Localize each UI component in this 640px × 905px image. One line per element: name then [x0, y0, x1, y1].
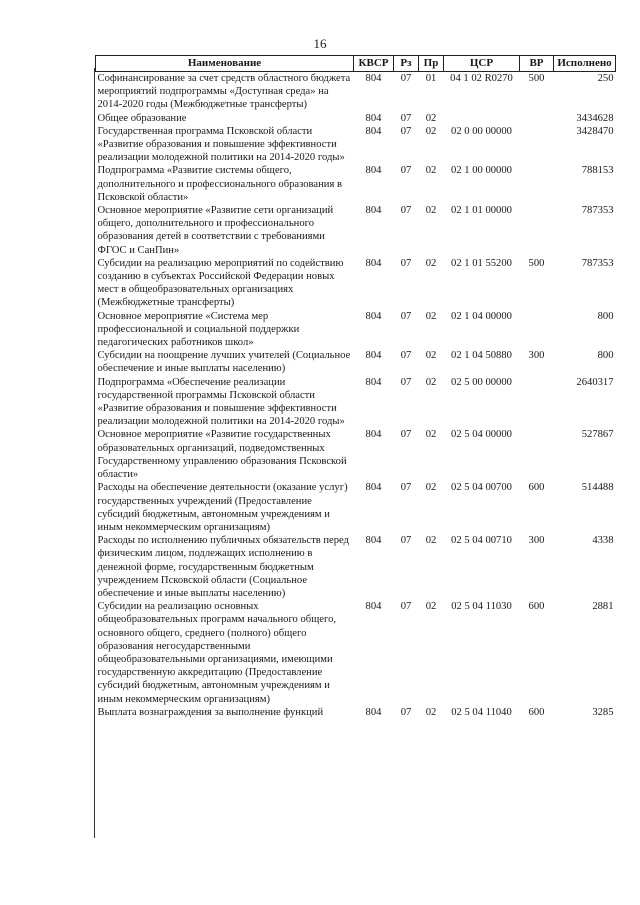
row-pr: 02: [425, 429, 437, 441]
row-done: 3285: [592, 706, 614, 718]
row-pr: 02: [425, 165, 437, 177]
row-name: Государственная программа Псковской области «Развитие образования и повышение эффективности реализации молодежной политики на 2014-2020 годы»: [97, 125, 345, 164]
row-rz: 07: [400, 601, 412, 613]
row-kvsr: 804: [365, 429, 382, 441]
row-vr: 600: [528, 601, 545, 613]
row-name: Выплата вознаграждения за выполнение функций: [97, 706, 324, 718]
header-pr: Пр: [419, 56, 444, 72]
row-csr: 02 1 01 55200: [451, 257, 512, 269]
row-rz: 07: [400, 706, 412, 718]
row-pr: 02: [425, 205, 437, 217]
row-done: 2640317: [576, 376, 614, 388]
row-name: Основное мероприятие «Развитие сети организаций общего, дополнительного и профессионального образования детей в соответствии с требованиями ФГОС и СанПин»: [97, 205, 334, 256]
table-header-row: [96, 56, 616, 72]
row-vr: 500: [528, 257, 545, 269]
row-vr: [520, 112, 554, 125]
row-pr: 02: [425, 257, 437, 269]
row-vr: [520, 204, 554, 257]
row-csr: 02 5 04 00710: [451, 535, 512, 547]
row-vr: 600: [528, 706, 545, 718]
row-vr: 600: [528, 482, 545, 494]
row-vr: [520, 164, 554, 204]
page-number: 16: [313, 36, 327, 51]
row-kvsr: 804: [365, 205, 382, 217]
row-rz: 07: [400, 112, 412, 124]
row-done: 3428470: [576, 125, 614, 137]
row-csr: 02 5 04 11030: [451, 601, 512, 613]
row-vr: 500: [528, 73, 545, 84]
row-csr: 02 5 04 00700: [451, 482, 512, 494]
row-done: 787353: [581, 205, 614, 217]
row-kvsr: 804: [365, 125, 382, 137]
row-rz: 07: [400, 482, 412, 494]
table-row: [96, 534, 616, 600]
row-rz: 07: [400, 376, 412, 388]
row-done: 788153: [581, 165, 614, 177]
row-kvsr: 804: [365, 257, 382, 269]
row-name: Софинансирование за счет средств областного бюджета мероприятий подпрограммы «Доступная среда» на 2014-2020 годы (Межбюджетные трансферты): [97, 73, 351, 111]
row-kvsr: 804: [365, 165, 382, 177]
row-name: Основное мероприятие «Система мер профессиональной и социальной поддержки педагогических работников школ»: [97, 310, 300, 349]
header-rz: Рз: [394, 56, 419, 72]
row-done: 3434628: [576, 112, 614, 124]
table-row: [96, 706, 616, 719]
table-row: [96, 72, 616, 112]
row-kvsr: 804: [365, 73, 382, 84]
table-row: [96, 376, 616, 429]
row-vr: [520, 310, 554, 350]
row-kvsr: 804: [365, 482, 382, 494]
row-done: 800: [597, 310, 614, 322]
row-vr: [520, 428, 554, 481]
header-kvsr: КВСР: [354, 56, 394, 72]
row-kvsr: 804: [365, 601, 382, 613]
row-done: 800: [597, 350, 614, 362]
table-row: [96, 125, 616, 165]
row-csr: 02 5 04 00000: [451, 429, 512, 441]
table-row: [96, 112, 616, 125]
row-rz: 07: [400, 165, 412, 177]
row-vr: [520, 376, 554, 429]
row-done: 514488: [581, 482, 614, 494]
row-rz: 07: [400, 429, 412, 441]
row-pr: 02: [425, 350, 437, 362]
table-row: [96, 310, 616, 350]
row-rz: 07: [400, 257, 412, 269]
row-pr: 02: [425, 125, 437, 137]
row-csr: 02 5 00 00000: [451, 376, 512, 388]
row-pr: 02: [425, 310, 437, 322]
row-rz: 07: [400, 350, 412, 362]
table-row: [96, 481, 616, 534]
row-pr: 02: [425, 112, 437, 124]
row-csr: 02 1 04 00000: [451, 310, 512, 322]
row-csr: [444, 112, 520, 125]
row-csr: 02 5 04 11040: [451, 706, 512, 718]
row-csr: 02 1 00 00000: [451, 165, 512, 177]
row-pr: 02: [425, 376, 437, 388]
row-name: Субсидии на поощрение лучших учителей (Социальное обеспечение и иные выплаты населению): [97, 350, 351, 375]
row-pr: 02: [425, 535, 437, 547]
row-pr: 02: [425, 601, 437, 613]
row-csr: 04 1 02 R0270: [450, 73, 513, 84]
row-kvsr: 804: [365, 535, 382, 547]
row-csr: 02 1 01 00000: [451, 205, 512, 217]
row-csr: 02 0 00 00000: [451, 125, 512, 137]
row-csr: 02 1 04 50880: [451, 350, 512, 362]
row-vr: [520, 125, 554, 165]
row-name: Общее образование: [97, 112, 187, 124]
budget-execution-table: [95, 55, 616, 719]
row-rz: 07: [400, 125, 412, 137]
row-rz: 07: [400, 205, 412, 217]
row-done: 4338: [592, 535, 614, 547]
row-name: Расходы по исполнению публичных обязательств перед физическим лицом, подлежащих исполнению в денежной форме, государственным бюджетным учреждением Псковской области (Социальное обеспечение и иные выплаты населению): [97, 535, 349, 599]
row-done: 250: [597, 73, 614, 84]
row-kvsr: 804: [365, 112, 382, 124]
row-kvsr: 804: [365, 350, 382, 362]
row-done: 527867: [581, 429, 614, 441]
row-kvsr: 804: [365, 706, 382, 718]
header-name: Наименование: [96, 56, 354, 72]
table-row: [96, 204, 616, 257]
row-rz: 07: [400, 73, 412, 84]
table-row: [96, 600, 616, 706]
row-name: Основное мероприятие «Развитие государственных образовательных организаций, подведомственных Государственному управлению образования Псковской области»: [97, 429, 347, 481]
row-rz: 07: [400, 535, 412, 547]
row-pr: 02: [425, 482, 437, 494]
row-done: 787353: [581, 257, 614, 269]
table-row: [96, 257, 616, 310]
row-name: Расходы на обеспечение деятельности (оказание услуг) государственных учреждений (Предоставление субсидий бюджетным, автономным учреждениям и иным некоммерческим организациям): [97, 482, 348, 533]
row-name: Субсидии на реализацию мероприятий по содействию созданию в субъектах Российской Федерации новых мест в общеобразовательных организациях (Межбюджетные трансферты): [97, 257, 344, 309]
header-csr: ЦСР: [444, 56, 520, 72]
header-vr: ВР: [520, 56, 554, 72]
row-pr: 01: [425, 73, 437, 84]
header-done: Исполнено: [554, 56, 616, 72]
row-pr: 02: [425, 706, 437, 718]
row-name: Подпрограмма «Обеспечение реализации государственной программы Псковской области «Развитие образования и повышение эффективности реализации молодежной политики на 2014-2020 годы»: [97, 376, 345, 428]
table-row: [96, 164, 616, 204]
row-kvsr: 804: [365, 310, 382, 322]
row-name: Подпрограмма «Развитие системы общего, дополнительного и профессионального образования в Псковской области»: [97, 165, 342, 203]
table-row: [96, 428, 616, 481]
row-done: 2881: [592, 601, 614, 613]
row-vr: 300: [528, 535, 545, 547]
row-kvsr: 804: [365, 376, 382, 388]
row-rz: 07: [400, 310, 412, 322]
row-vr: 300: [528, 350, 545, 362]
row-name: Субсидии на реализацию основных общеобразовательных программ начального общего, основного общего, среднего (полного) общего образования негосударственными общеобразовательными организациями, имеющими государственную аккредитацию (Предоставление субсидий бюджетным, автономным учреждениям и иным некоммерческим организациям): [97, 601, 337, 705]
table-row: [96, 349, 616, 375]
